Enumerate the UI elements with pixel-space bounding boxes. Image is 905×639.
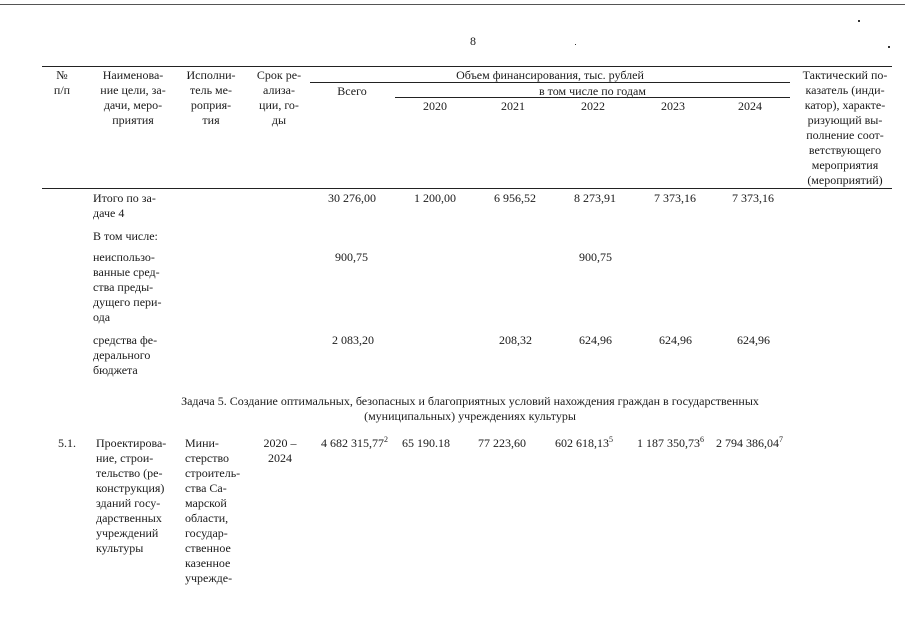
page-number: 8: [470, 34, 476, 48]
unused-funds-2022: 900,75: [579, 250, 612, 264]
top-border-line: [0, 4, 905, 5]
scan-speck: [575, 44, 576, 45]
including-label: В том числе:: [93, 229, 158, 243]
task4-total-2022: 8 273,91: [574, 191, 616, 205]
row-5-1-2020: 65 190.18: [402, 436, 450, 450]
task4-total-sum: 30 276,00: [328, 191, 376, 205]
row-5-1-2021: 77 223,60: [478, 436, 526, 450]
task4-total-2024: 7 373,16: [732, 191, 774, 205]
row-5-1-total-value: 4 682 315,77: [321, 436, 384, 450]
row-5-1-2023-footnote: 6: [700, 435, 704, 444]
row-5-1-2023: [637, 436, 704, 451]
header-indicator: Тактический по- казатель (инди- катор), характе- ризующий вы- полнение соот- ветствующего мероприятия (мероприятий): [802, 68, 888, 187]
header-total: Всего: [337, 84, 367, 98]
header-bottom-rule: [42, 188, 892, 189]
header-executor: Исполни- тель ме- роприя- тия: [186, 68, 236, 127]
scan-speck: [858, 20, 860, 22]
row-5-1-total-footnote: 2: [384, 435, 388, 444]
task4-total-2021: 6 956,52: [494, 191, 536, 205]
header-top-rule: [42, 66, 892, 67]
header-financing: Объем финансирования, тыс. рублей: [456, 68, 644, 82]
header-term: Срок ре- ализа- ции, го- ды: [256, 68, 302, 127]
federal-funds-total: 2 083,20: [332, 333, 374, 347]
header-by-years: в том числе по годам: [539, 84, 646, 98]
task4-total-label: Итого по за- даче 4: [93, 191, 156, 220]
row-5-1-2022-footnote: 5: [609, 435, 613, 444]
federal-funds-2021: 208,32: [499, 333, 532, 347]
header-name: Наименова- ние цели, за- дачи, меро- приятия: [100, 68, 166, 127]
row-5-1-2024-footnote: 7: [779, 435, 783, 444]
row-5-1-2024-value: 2 794 386,04: [716, 436, 779, 450]
federal-funds-2023: 624,96: [659, 333, 692, 347]
task5-title: Задача 5. Создание оптимальных, безопасных и благоприятных условий нахождения граждан в государственных (муниципальных) учреждениях культуры: [181, 394, 759, 423]
header-year-2020: 2020: [423, 99, 447, 113]
task4-total-2020: 1 200,00: [414, 191, 456, 205]
federal-funds-2024: 624,96: [737, 333, 770, 347]
header-year-2024: 2024: [738, 99, 762, 113]
row-5-1-number: 5.1.: [58, 436, 76, 450]
row-5-1-name: Проектирова- ние, строи- тельство (ре- конструкция) зданий госу- дарственных учреждений культуры: [96, 436, 167, 555]
row-5-1-total: [321, 436, 388, 451]
unused-funds-total: 900,75: [335, 250, 368, 264]
scan-speck: [888, 46, 890, 48]
row-5-1-2022-value: 602 618,13: [555, 436, 609, 450]
header-year-2021: 2021: [501, 99, 525, 113]
unused-funds-label: неиспользо- ванные сред- ства преды- дущего пери- ода: [93, 250, 162, 324]
header-num: № п/п: [53, 68, 71, 97]
row-5-1-executor: Мини- стерство строитель- ства Са- марской области, государ- ственное казенное учрежде-: [185, 436, 241, 585]
header-year-2023: 2023: [661, 99, 685, 113]
federal-funds-label: средства фе- дерального бюджета: [93, 333, 158, 377]
row-5-1-2023-value: 1 187 350,73: [637, 436, 700, 450]
task4-total-2023: 7 373,16: [654, 191, 696, 205]
header-year-2022: 2022: [581, 99, 605, 113]
row-5-1-2024: [716, 436, 783, 451]
row-5-1-term: 2020 – 2024: [263, 436, 297, 465]
row-5-1-2022: [555, 436, 613, 451]
federal-funds-2022: 624,96: [579, 333, 612, 347]
